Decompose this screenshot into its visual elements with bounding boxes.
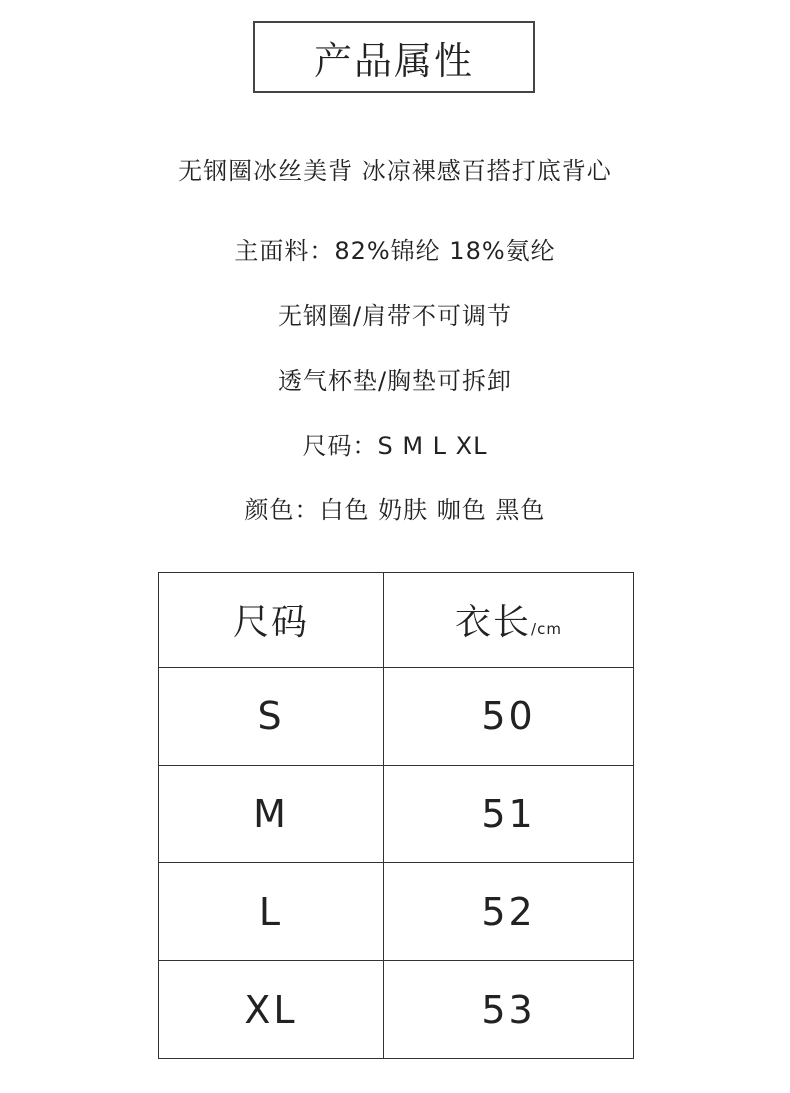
size-cell: M (159, 765, 384, 863)
header-length (384, 573, 634, 668)
header-size: 尺码 (159, 573, 384, 668)
product-name: 无钢圈冰丝美背 冰凉裸感百搭打底背心 (178, 157, 612, 185)
table-row (159, 667, 634, 765)
length-cell: 50 (384, 667, 634, 765)
attribute-underwire: 无钢圈/肩带不可调节 (277, 302, 513, 330)
page-title: 产品属性 (253, 21, 535, 93)
table-header-row (159, 573, 634, 668)
attribute-material: 主面料：82%锦纶 18%氨纶 (234, 237, 556, 265)
attribute-padding: 透气杯垫/胸垫可拆卸 (277, 367, 513, 395)
length-cell: 51 (384, 765, 634, 863)
size-cell: XL (159, 961, 384, 1059)
length-cell: 52 (384, 863, 634, 961)
header-length-label: 衣长 (455, 602, 532, 644)
size-cell: L (159, 863, 384, 961)
header-length-unit: /cm (531, 620, 562, 639)
table-row (159, 863, 634, 961)
attribute-sizes: 尺码：S M L XL (302, 432, 488, 460)
table-row (159, 765, 634, 863)
size-cell: S (159, 667, 384, 765)
size-table (158, 572, 634, 1059)
attribute-colors: 颜色：白色 奶肤 咖色 黑色 (244, 496, 546, 524)
length-cell: 53 (384, 961, 634, 1059)
table-row (159, 961, 634, 1059)
